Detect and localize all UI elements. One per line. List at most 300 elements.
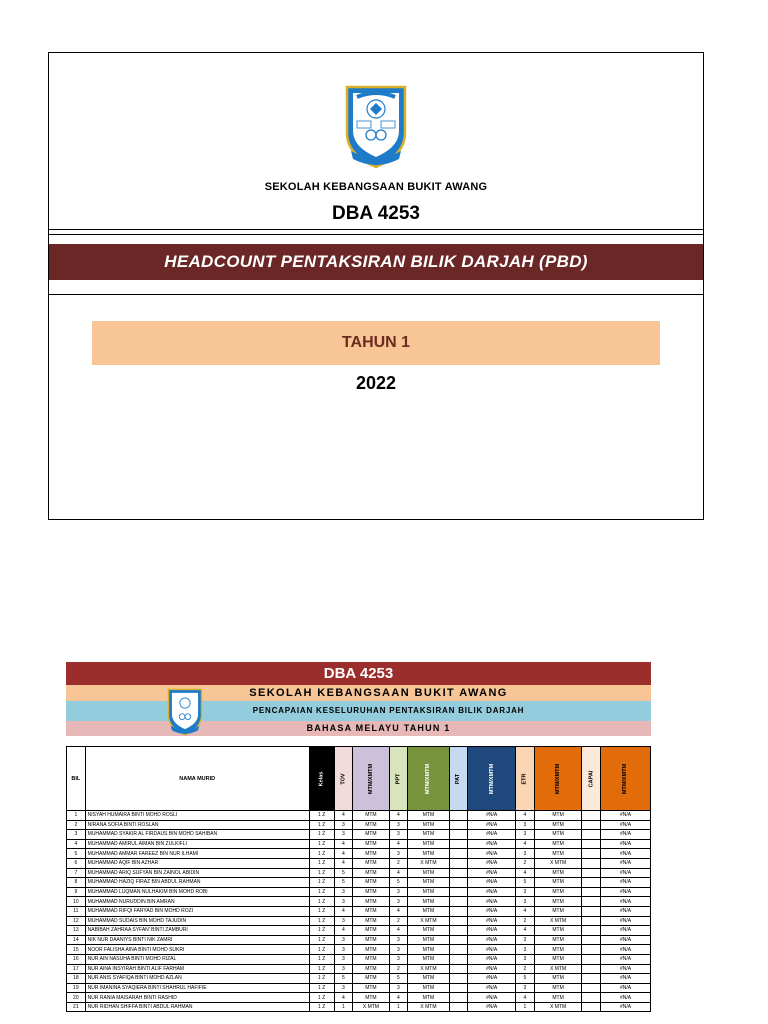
cell-pat (449, 926, 468, 936)
cell-capai-mtm: #N/A (601, 945, 651, 955)
cell-tov-mtm: MTM (353, 849, 389, 859)
cell-ppt-mtm: MTM (408, 926, 449, 936)
cell-capai-mtm: #N/A (601, 887, 651, 897)
cell-ppt-mtm: MTM (408, 974, 449, 984)
cell-nama: NUR RIDHAN SHIFFA BINTI ABDUL RAHMAN (85, 1002, 309, 1012)
cell-pat (449, 945, 468, 955)
cell-etr-mtm: MTM (534, 935, 582, 945)
cell-ppt-mtm: MTM (408, 906, 449, 916)
cell-tov-mtm: MTM (353, 945, 389, 955)
cell-tov-mtm: MTM (353, 858, 389, 868)
cell-ppt-mtm: X MTM (408, 858, 449, 868)
cell-nama: MUHAMMAD RIFQI FARYAD BIN MOHD ROZI (85, 906, 309, 916)
cell-capai (582, 945, 601, 955)
cell-nama: NIRANA SOFIA BINTI ROSLAN (85, 820, 309, 830)
header-ppt: PPT (389, 747, 408, 811)
cell-nama: NUR AINA INSYIRAH BINTI ALIF FARHAM (85, 964, 309, 974)
cell-pat-mtm: #N/A (468, 916, 516, 926)
cell-tov: 4 (334, 993, 353, 1003)
cell-pat (449, 906, 468, 916)
table-row (67, 887, 651, 897)
cell-etr: 3 (516, 983, 535, 993)
cell-ppt-mtm: MTM (408, 811, 449, 821)
header-ppt-mtm: MTM/XMTM (408, 747, 449, 811)
cell-etr: 4 (516, 906, 535, 916)
cell-nama: NUR AIN NASUHA BINTI MOHD RIZAL (85, 954, 309, 964)
cell-bil: 16 (67, 954, 86, 964)
table-row (67, 945, 651, 955)
cell-capai (582, 916, 601, 926)
cell-kelas: 1 Z (309, 926, 334, 936)
table-row (67, 993, 651, 1003)
cell-etr: 3 (516, 945, 535, 955)
cell-capai (582, 820, 601, 830)
cell-capai (582, 811, 601, 821)
cell-tov: 5 (334, 868, 353, 878)
cell-nama: MUHAMMAD AMIRUL AIMAN BIN ZULKIFLI (85, 839, 309, 849)
cell-nama: NUR IMANINA SYAQIERA BINTI SHAHRUL HAFIFIE (85, 983, 309, 993)
cell-etr-mtm: X MTM (534, 1002, 582, 1012)
cell-bil: 12 (67, 916, 86, 926)
table-row (67, 839, 651, 849)
cell-tov: 3 (334, 820, 353, 830)
cell-capai-mtm: #N/A (601, 849, 651, 859)
cell-tov: 5 (334, 974, 353, 984)
cell-etr: 4 (516, 811, 535, 821)
cell-capai-mtm: #N/A (601, 878, 651, 888)
divider (49, 234, 703, 235)
cell-ppt-mtm: MTM (408, 945, 449, 955)
cell-tov: 3 (334, 983, 353, 993)
cell-capai-mtm: #N/A (601, 935, 651, 945)
cell-ppt-mtm: MTM (408, 993, 449, 1003)
cell-ppt: 3 (389, 983, 408, 993)
cell-etr: 4 (516, 926, 535, 936)
cell-bil: 8 (67, 878, 86, 888)
cell-etr-mtm: MTM (534, 954, 582, 964)
cell-pat-mtm: #N/A (468, 868, 516, 878)
cell-tov: 3 (334, 916, 353, 926)
cell-tov: 3 (334, 935, 353, 945)
cell-etr: 3 (516, 849, 535, 859)
table-row (67, 878, 651, 888)
cell-etr: 3 (516, 954, 535, 964)
header-pat: PAT (449, 747, 468, 811)
cell-tov-mtm: MTM (353, 916, 389, 926)
header-bil: BIL (67, 747, 86, 811)
header-etr-mtm: MTM/XMTM (534, 747, 582, 811)
cell-pat-mtm: #N/A (468, 878, 516, 888)
header-kelas: Kelas (309, 747, 334, 811)
cell-etr-mtm: MTM (534, 878, 582, 888)
cell-kelas: 1 Z (309, 993, 334, 1003)
cell-nama: MUHAMMAD SYAKIR AL FIRDAUS BIN MOHD SAHIBAN (85, 830, 309, 840)
cell-ppt: 4 (389, 868, 408, 878)
cell-pat (449, 1002, 468, 1012)
cell-tov-mtm: MTM (353, 906, 389, 916)
cell-etr-mtm: MTM (534, 993, 582, 1003)
cell-pat-mtm: #N/A (468, 964, 516, 974)
cell-pat (449, 935, 468, 945)
cell-bil: 7 (67, 868, 86, 878)
cell-bil: 13 (67, 926, 86, 936)
school-crest-logo-small (166, 686, 204, 736)
cell-tov: 3 (334, 897, 353, 907)
cell-etr-mtm: MTM (534, 849, 582, 859)
student-table (66, 746, 651, 1012)
cell-capai-mtm: #N/A (601, 926, 651, 936)
cell-etr: 5 (516, 878, 535, 888)
tahun-label: TAHUN 1 (92, 321, 660, 365)
cell-ppt-mtm: MTM (408, 820, 449, 830)
cell-capai-mtm: #N/A (601, 811, 651, 821)
cell-ppt: 4 (389, 993, 408, 1003)
cell-etr-mtm: MTM (534, 868, 582, 878)
cell-capai (582, 830, 601, 840)
cell-nama: MUHAMMAD NURUDDIN BIN AMRAN (85, 897, 309, 907)
table-row (67, 820, 651, 830)
cell-tov: 4 (334, 811, 353, 821)
cell-pat-mtm: #N/A (468, 983, 516, 993)
cell-capai (582, 878, 601, 888)
cell-bil: 5 (67, 849, 86, 859)
cell-ppt: 3 (389, 945, 408, 955)
table-row (67, 964, 651, 974)
cell-etr: 4 (516, 839, 535, 849)
cell-etr-mtm: MTM (534, 830, 582, 840)
cell-etr: 3 (516, 887, 535, 897)
cell-capai-mtm: #N/A (601, 858, 651, 868)
year-label: 2022 (355, 373, 397, 393)
header-capai-mtm: MTM/XMTM (601, 747, 651, 811)
cell-tov-mtm: MTM (353, 839, 389, 849)
cell-bil: 6 (67, 858, 86, 868)
cell-capai (582, 897, 601, 907)
cell-ppt-mtm: MTM (408, 954, 449, 964)
cell-tov: 3 (334, 945, 353, 955)
cell-nama: NISYAH HUMAIRA BINTI MOHD ROSLI (85, 811, 309, 821)
cell-capai (582, 993, 601, 1003)
cell-etr: 3 (516, 830, 535, 840)
cell-pat (449, 983, 468, 993)
table-row (67, 916, 651, 926)
cell-etr-mtm: MTM (534, 983, 582, 993)
divider (49, 229, 703, 230)
cell-tov-mtm: MTM (353, 887, 389, 897)
cell-ppt-mtm: MTM (408, 839, 449, 849)
cell-capai-mtm: #N/A (601, 954, 651, 964)
cell-tov-mtm: MTM (353, 830, 389, 840)
cell-tov-mtm: MTM (353, 926, 389, 936)
cell-kelas: 1 Z (309, 945, 334, 955)
cell-capai (582, 974, 601, 984)
cell-etr-mtm: MTM (534, 820, 582, 830)
cell-pat (449, 868, 468, 878)
cell-bil: 19 (67, 983, 86, 993)
cell-ppt: 4 (389, 926, 408, 936)
cell-pat-mtm: #N/A (468, 830, 516, 840)
cell-etr: 4 (516, 993, 535, 1003)
cell-tov: 3 (334, 964, 353, 974)
cell-pat (449, 878, 468, 888)
cell-pat (449, 954, 468, 964)
cell-pat (449, 858, 468, 868)
cell-nama: MUHAMMAD LUQMAN NULHAKIM BIN MOHD ROBI (85, 887, 309, 897)
cell-ppt: 3 (389, 830, 408, 840)
cell-ppt: 3 (389, 935, 408, 945)
cell-tov-mtm: MTM (353, 974, 389, 984)
cell-ppt-mtm: MTM (408, 849, 449, 859)
cell-etr: 3 (516, 935, 535, 945)
table-row (67, 935, 651, 945)
cell-kelas: 1 Z (309, 1002, 334, 1012)
cell-pat-mtm: #N/A (468, 887, 516, 897)
cell-tov-mtm: MTM (353, 983, 389, 993)
cell-ppt: 2 (389, 964, 408, 974)
cell-capai-mtm: #N/A (601, 993, 651, 1003)
cell-capai (582, 926, 601, 936)
cell-tov: 4 (334, 849, 353, 859)
cell-capai-mtm: #N/A (601, 1002, 651, 1012)
cell-nama: NUR ANIS SYAFIQA BINTI MOHD AZLAN (85, 974, 309, 984)
cell-bil: 21 (67, 1002, 86, 1012)
cell-pat-mtm: #N/A (468, 974, 516, 984)
cell-pat (449, 849, 468, 859)
cell-nama: MUHAMMAD HAZIQ FIRAZ BIN ABDUL RAHMAN (85, 878, 309, 888)
cell-capai-mtm: #N/A (601, 964, 651, 974)
table-header-row (67, 747, 651, 811)
cell-pat (449, 811, 468, 821)
cell-kelas: 1 Z (309, 897, 334, 907)
cell-capai (582, 964, 601, 974)
cell-tov-mtm: MTM (353, 897, 389, 907)
header-pat-mtm: MTM/XMTM (468, 747, 516, 811)
cell-pat-mtm: #N/A (468, 993, 516, 1003)
cell-pat-mtm: #N/A (468, 926, 516, 936)
cell-tov: 3 (334, 954, 353, 964)
table-row (67, 811, 651, 821)
cell-ppt: 1 (389, 1002, 408, 1012)
cell-tov: 4 (334, 839, 353, 849)
table-row (67, 983, 651, 993)
cell-capai (582, 906, 601, 916)
cell-pat-mtm: #N/A (468, 858, 516, 868)
cell-tov-mtm: MTM (353, 868, 389, 878)
report-subtitle: PENCAPAIAN KESELURUHAN PENTAKSIRAN BILIK DARJAH (66, 701, 651, 721)
cell-bil: 1 (67, 811, 86, 821)
cell-ppt: 3 (389, 954, 408, 964)
cell-ppt-mtm: MTM (408, 868, 449, 878)
cell-pat-mtm: #N/A (468, 811, 516, 821)
cell-etr-mtm: MTM (534, 945, 582, 955)
cell-kelas: 1 Z (309, 839, 334, 849)
cell-ppt: 2 (389, 858, 408, 868)
cell-ppt: 3 (389, 820, 408, 830)
cell-ppt-mtm: MTM (408, 983, 449, 993)
cell-tov-mtm: X MTM (353, 1002, 389, 1012)
cell-ppt: 4 (389, 811, 408, 821)
cell-capai (582, 868, 601, 878)
cell-nama: MUHAMMAD AQIF BIN AZHAR (85, 858, 309, 868)
cell-pat (449, 839, 468, 849)
cell-kelas: 1 Z (309, 983, 334, 993)
cell-capai-mtm: #N/A (601, 983, 651, 993)
cell-kelas: 1 Z (309, 878, 334, 888)
cell-kelas: 1 Z (309, 935, 334, 945)
cell-ppt: 5 (389, 878, 408, 888)
cell-pat (449, 887, 468, 897)
cell-kelas: 1 Z (309, 974, 334, 984)
cell-etr-mtm: MTM (534, 839, 582, 849)
cell-etr: 1 (516, 1002, 535, 1012)
header-etr: ETR (516, 747, 535, 811)
cell-ppt: 3 (389, 849, 408, 859)
doc-code: DBA 4253 (331, 203, 420, 224)
cell-kelas: 1 Z (309, 916, 334, 926)
cell-bil: 9 (67, 887, 86, 897)
cell-etr-mtm: MTM (534, 906, 582, 916)
cell-kelas: 1 Z (309, 906, 334, 916)
table-row (67, 897, 651, 907)
cell-capai-mtm: #N/A (601, 974, 651, 984)
cell-tov-mtm: MTM (353, 820, 389, 830)
cell-etr: 2 (516, 964, 535, 974)
cell-nama: NABIBAH ZAHRAA SYFAN' BINTI ZAMBURI (85, 926, 309, 936)
cell-tov: 3 (334, 830, 353, 840)
cell-nama: NOOR FALISHA AINA BINTI MOHD SUKRI (85, 945, 309, 955)
table-row (67, 830, 651, 840)
cell-bil: 14 (67, 935, 86, 945)
cell-etr: 3 (516, 820, 535, 830)
cell-capai-mtm: #N/A (601, 839, 651, 849)
cell-ppt: 4 (389, 906, 408, 916)
cell-ppt: 2 (389, 916, 408, 926)
report-doc-code: DBA 4253 (66, 662, 651, 685)
cell-tov: 3 (334, 887, 353, 897)
cell-kelas: 1 Z (309, 849, 334, 859)
cell-nama: NIK NUR DAANIYS BINTI NIK ZAMRI (85, 935, 309, 945)
header-tov-mtm: MTM/XMTM (353, 747, 389, 811)
cell-bil: 11 (67, 906, 86, 916)
report-school-name: SEKOLAH KEBANGSAAN BUKIT AWANG (66, 685, 651, 701)
cell-kelas: 1 Z (309, 887, 334, 897)
cell-bil: 3 (67, 830, 86, 840)
cell-capai-mtm: #N/A (601, 820, 651, 830)
cell-pat-mtm: #N/A (468, 954, 516, 964)
cell-capai (582, 1002, 601, 1012)
cell-kelas: 1 Z (309, 811, 334, 821)
cell-nama: MUHAMMAD AMMAR FAREEZ BIN NUR ILHAMI (85, 849, 309, 859)
cell-kelas: 1 Z (309, 830, 334, 840)
cell-ppt-mtm: MTM (408, 935, 449, 945)
cell-nama: MUHAMMAD SUDAIS BIN MOHD TAJUDIN (85, 916, 309, 926)
cell-tov: 1 (334, 1002, 353, 1012)
cell-capai-mtm: #N/A (601, 897, 651, 907)
cell-ppt-mtm: MTM (408, 878, 449, 888)
cell-ppt-mtm: X MTM (408, 964, 449, 974)
cell-pat-mtm: #N/A (468, 945, 516, 955)
cell-kelas: 1 Z (309, 964, 334, 974)
divider (49, 294, 703, 295)
cell-ppt-mtm: X MTM (408, 916, 449, 926)
cell-capai (582, 983, 601, 993)
cell-capai-mtm: #N/A (601, 916, 651, 926)
cell-tov-mtm: MTM (353, 935, 389, 945)
cell-capai (582, 839, 601, 849)
cell-pat (449, 897, 468, 907)
cell-pat-mtm: #N/A (468, 935, 516, 945)
cell-kelas: 1 Z (309, 820, 334, 830)
cell-tov: 4 (334, 858, 353, 868)
cell-ppt: 4 (389, 839, 408, 849)
cell-etr: 2 (516, 858, 535, 868)
cell-tov: 4 (334, 906, 353, 916)
cell-ppt-mtm: MTM (408, 897, 449, 907)
cell-tov-mtm: MTM (353, 964, 389, 974)
table-row (67, 954, 651, 964)
cell-ppt-mtm: X MTM (408, 1002, 449, 1012)
table-row (67, 906, 651, 916)
cell-pat-mtm: #N/A (468, 839, 516, 849)
school-crest-logo (343, 81, 409, 169)
cell-etr: 3 (516, 897, 535, 907)
table-row (67, 926, 651, 936)
cell-ppt: 3 (389, 887, 408, 897)
cover-card (48, 52, 704, 520)
cell-pat-mtm: #N/A (468, 849, 516, 859)
table-row (67, 1002, 651, 1012)
cell-ppt-mtm: MTM (408, 830, 449, 840)
cell-pat-mtm: #N/A (468, 1002, 516, 1012)
cell-bil: 15 (67, 945, 86, 955)
cell-etr-mtm: MTM (534, 974, 582, 984)
cell-etr: 5 (516, 974, 535, 984)
headcount-banner: HEADCOUNT PENTAKSIRAN BILIK DARJAH (PBD) (49, 244, 703, 280)
cell-capai (582, 954, 601, 964)
cell-pat (449, 820, 468, 830)
cell-tov-mtm: MTM (353, 954, 389, 964)
cell-capai (582, 858, 601, 868)
header-capai: CAPAI (582, 747, 601, 811)
cell-pat (449, 830, 468, 840)
cell-nama: MUHAMMAD ARIQ SUFYAN BIN ZAINOL ABIDIN (85, 868, 309, 878)
cell-kelas: 1 Z (309, 858, 334, 868)
cell-nama: NUR RANIA MAISARAH BINTI RASHID (85, 993, 309, 1003)
cell-etr: 2 (516, 916, 535, 926)
cell-etr-mtm: MTM (534, 897, 582, 907)
cell-etr-mtm: MTM (534, 811, 582, 821)
cell-capai (582, 849, 601, 859)
cell-capai-mtm: #N/A (601, 868, 651, 878)
cell-capai (582, 935, 601, 945)
cell-capai-mtm: #N/A (601, 906, 651, 916)
cell-etr: 4 (516, 868, 535, 878)
report-subject: BAHASA MELAYU TAHUN 1 (66, 721, 651, 736)
cell-tov-mtm: MTM (353, 993, 389, 1003)
cell-ppt: 3 (389, 897, 408, 907)
cell-tov-mtm: MTM (353, 878, 389, 888)
cell-pat (449, 964, 468, 974)
cell-capai-mtm: #N/A (601, 830, 651, 840)
header-tov: TOV (334, 747, 353, 811)
cell-pat-mtm: #N/A (468, 897, 516, 907)
cell-bil: 4 (67, 839, 86, 849)
table-row (67, 974, 651, 984)
table-row (67, 849, 651, 859)
cell-kelas: 1 Z (309, 954, 334, 964)
cell-bil: 2 (67, 820, 86, 830)
cell-etr-mtm: X MTM (534, 964, 582, 974)
